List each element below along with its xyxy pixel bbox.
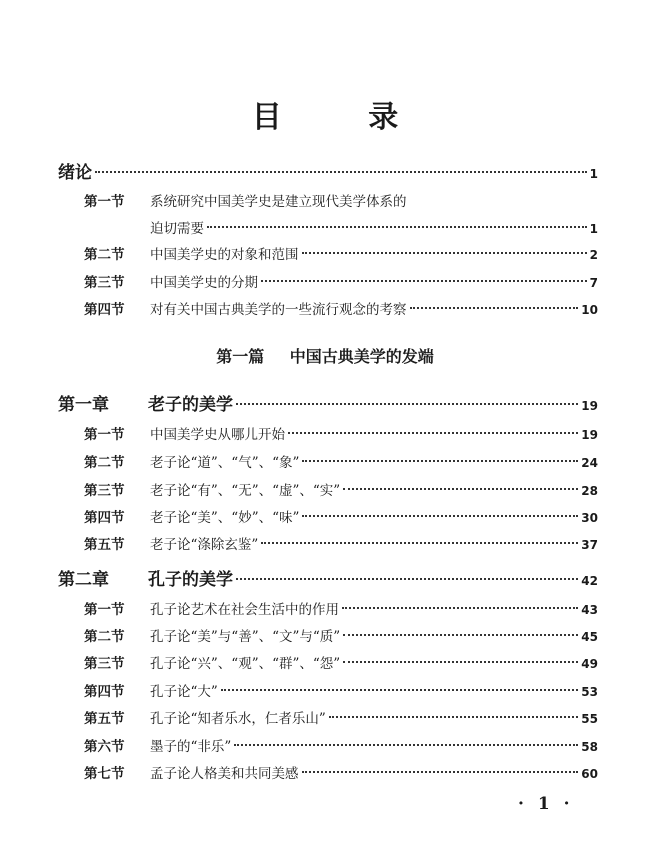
page-ref: 30 (581, 511, 598, 525)
section-title: 老子论“道”、“气”、“象” (150, 455, 300, 471)
section-title: 孔子论“美”与“善”、“文”与“质” (150, 629, 341, 645)
toc-entry-intro-s1-cont[interactable] (150, 217, 598, 237)
page-ref: 1 (589, 222, 598, 236)
page-ref: 43 (581, 603, 598, 617)
leader-dots (261, 542, 578, 544)
section-title: 中国美学史从哪儿开始 (150, 427, 285, 443)
toc-entry-c1-s3[interactable] (84, 479, 598, 499)
section-label: 第二节 (84, 455, 125, 471)
section-title: 对有关中国古典美学的一些流行观念的考察 (150, 302, 407, 318)
section-title: 孟子论人格美和共同美感 (150, 766, 299, 782)
leader-dots (236, 578, 578, 580)
page-ref: 55 (581, 712, 598, 726)
toc-entry-c2-s5[interactable] (84, 707, 598, 727)
leader-dots (236, 403, 578, 405)
page-ref: 58 (581, 740, 598, 754)
section-title: 墨子的“非乐” (150, 739, 232, 755)
section-label: 第三节 (84, 483, 125, 499)
page-ref: 28 (581, 484, 598, 498)
toc-entry-intro-s3[interactable] (84, 271, 598, 291)
intro-label: 绪论 (58, 163, 92, 183)
toc-entry-intro-s4[interactable] (84, 298, 598, 318)
page-ref: 60 (581, 767, 598, 781)
section-label: 第四节 (84, 684, 125, 700)
section-label: 第一节 (84, 194, 125, 210)
page-ref: 45 (581, 630, 598, 644)
toc-entry-c2-s2[interactable] (84, 625, 598, 645)
part-heading (0, 344, 650, 367)
leader-dots (342, 607, 578, 609)
leader-dots (302, 515, 578, 517)
chapter-title: 孔子的美学 (148, 570, 233, 590)
leader-dots (221, 689, 578, 691)
toc-entry-chapter-1[interactable] (58, 390, 598, 415)
page-title: 目 录 (251, 100, 437, 135)
leader-dots (261, 280, 587, 282)
part-label: 第一篇 (216, 347, 265, 366)
leader-dots (207, 226, 587, 228)
chapter-title: 老子的美学 (148, 395, 233, 415)
section-label: 第一节 (84, 602, 125, 618)
toc-entry-c2-s1[interactable] (84, 598, 598, 618)
page-ref: 2 (589, 248, 598, 262)
toc-entry-c1-s5[interactable] (84, 533, 598, 553)
page-ref: 24 (581, 456, 598, 470)
section-label: 第四节 (84, 302, 125, 318)
page-ref: 42 (581, 574, 598, 588)
section-label: 第二节 (84, 629, 125, 645)
leader-dots (234, 744, 578, 746)
section-label: 第三节 (84, 275, 125, 291)
section-label: 第四节 (84, 510, 125, 526)
page-ref: 37 (581, 538, 598, 552)
section-label: 第五节 (84, 711, 125, 727)
toc-entry-c1-s2[interactable] (84, 451, 598, 471)
toc-entry-c1-s4[interactable] (84, 506, 598, 526)
page-ref: 19 (581, 428, 598, 442)
page-ref: 53 (581, 685, 598, 699)
page-number: · 1 · (518, 794, 574, 814)
section-title: 老子论“有”、“无”、“虚”、“实” (150, 483, 341, 499)
toc-entry-intro-s1[interactable] (84, 190, 598, 210)
section-label: 第七节 (84, 766, 125, 782)
leader-dots (343, 488, 578, 490)
leader-dots (302, 771, 579, 773)
section-title: 孔子论“兴”、“观”、“群”、“怨” (150, 656, 341, 672)
toc-entry-c2-s6[interactable] (84, 735, 598, 755)
page-ref: 10 (581, 303, 598, 317)
section-label: 第一节 (84, 427, 125, 443)
page-ref: 19 (581, 399, 598, 413)
leader-dots (343, 634, 578, 636)
toc-entry-c2-s7[interactable] (84, 762, 598, 782)
leader-dots (288, 432, 578, 434)
chapter-label: 第二章 (58, 570, 109, 590)
section-title: 老子论“美”、“妙”、“味” (150, 510, 300, 526)
toc-entry-c2-s3[interactable] (84, 652, 598, 672)
page-ref: 7 (589, 276, 598, 290)
leader-dots (343, 661, 578, 663)
toc-entry-c1-s1[interactable] (84, 423, 598, 443)
section-label: 第三节 (84, 656, 125, 672)
section-title: 中国美学史的对象和范围 (150, 247, 299, 263)
toc-entry-chapter-2[interactable] (58, 565, 598, 590)
leader-dots (410, 307, 579, 309)
leader-dots (302, 252, 587, 254)
leader-dots (302, 460, 578, 462)
page-ref: 49 (581, 657, 598, 671)
toc-entry-c2-s4[interactable] (84, 680, 598, 700)
toc-entry-intro-s2[interactable] (84, 243, 598, 263)
part-title: 中国古典美学的发端 (289, 347, 434, 366)
section-title-cont: 迫切需要 (150, 221, 204, 237)
section-label: 第六节 (84, 739, 125, 755)
page-ref: 1 (589, 167, 598, 181)
section-title: 孔子论“知者乐水，仁者乐山” (150, 711, 326, 727)
section-title: 中国美学史的分期 (150, 275, 258, 291)
toc-entry-intro[interactable] (58, 158, 598, 183)
section-label: 第二节 (84, 247, 125, 263)
section-title: 孔子论艺术在社会生活中的作用 (150, 602, 339, 618)
section-title: 老子论“涤除玄鉴” (150, 537, 259, 553)
section-title: 孔子论“大” (150, 684, 218, 700)
leader-dots (95, 171, 587, 173)
leader-dots (329, 716, 578, 718)
section-title: 系统研究中国美学史是建立现代美学体系的 (150, 194, 407, 210)
section-label: 第五节 (84, 537, 125, 553)
chapter-label: 第一章 (58, 395, 109, 415)
